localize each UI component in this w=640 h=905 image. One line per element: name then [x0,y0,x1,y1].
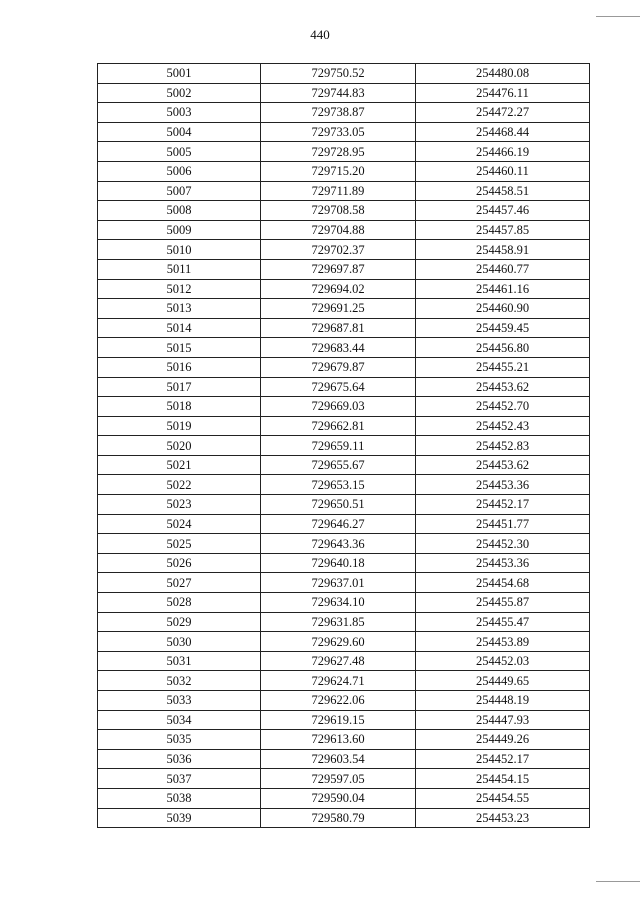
x-coordinate-cell: 729697.87 [261,259,416,279]
point-number-cell: 5038 [98,788,261,808]
table-row [98,416,590,436]
y-coordinate-cell: 254460.11 [416,161,590,181]
point-number-cell: 5039 [98,808,261,828]
y-coordinate-cell: 254453.62 [416,455,590,475]
y-coordinate-cell: 254455.87 [416,593,590,613]
point-number-cell: 5033 [98,691,261,711]
point-number-cell: 5021 [98,455,261,475]
y-coordinate-cell: 254453.62 [416,377,590,397]
y-coordinate-cell: 254468.44 [416,122,590,142]
x-coordinate-cell: 729728.95 [261,142,416,162]
point-number-cell: 5005 [98,142,261,162]
table-row [98,181,590,201]
y-coordinate-cell: 254480.08 [416,64,590,84]
point-number-cell: 5011 [98,259,261,279]
table-body [98,64,590,828]
table-row [98,240,590,260]
y-coordinate-cell: 254454.15 [416,769,590,789]
y-coordinate-cell: 254454.68 [416,573,590,593]
table-row [98,573,590,593]
x-coordinate-cell: 729619.15 [261,710,416,730]
point-number-cell: 5015 [98,338,261,358]
y-coordinate-cell: 254457.46 [416,201,590,221]
point-number-cell: 5035 [98,730,261,750]
table-row [98,593,590,613]
y-coordinate-cell: 254447.93 [416,710,590,730]
x-coordinate-cell: 729659.11 [261,436,416,456]
table-row [98,691,590,711]
x-coordinate-cell: 729580.79 [261,808,416,828]
y-coordinate-cell: 254457.85 [416,220,590,240]
y-coordinate-cell: 254460.90 [416,299,590,319]
x-coordinate-cell: 729669.03 [261,397,416,417]
y-coordinate-cell: 254452.83 [416,436,590,456]
point-number-cell: 5029 [98,612,261,632]
y-coordinate-cell: 254453.23 [416,808,590,828]
point-number-cell: 5009 [98,220,261,240]
x-coordinate-cell: 729650.51 [261,495,416,515]
x-coordinate-cell: 729715.20 [261,161,416,181]
edge-mark-bottom [596,881,640,882]
point-number-cell: 5037 [98,769,261,789]
point-number-cell: 5036 [98,749,261,769]
table-row [98,201,590,221]
table-row [98,103,590,123]
y-coordinate-cell: 254461.16 [416,279,590,299]
table-row [98,436,590,456]
table-row [98,279,590,299]
x-coordinate-cell: 729643.36 [261,534,416,554]
x-coordinate-cell: 729733.05 [261,122,416,142]
table-row [98,553,590,573]
y-coordinate-cell: 254452.17 [416,495,590,515]
x-coordinate-cell: 729646.27 [261,514,416,534]
point-number-cell: 5012 [98,279,261,299]
point-number-cell: 5027 [98,573,261,593]
x-coordinate-cell: 729624.71 [261,671,416,691]
point-number-cell: 5007 [98,181,261,201]
point-number-cell: 5031 [98,651,261,671]
x-coordinate-cell: 729750.52 [261,64,416,84]
y-coordinate-cell: 254466.19 [416,142,590,162]
y-coordinate-cell: 254452.17 [416,749,590,769]
table-row [98,318,590,338]
x-coordinate-cell: 729590.04 [261,788,416,808]
table-row [98,338,590,358]
x-coordinate-cell: 729687.81 [261,318,416,338]
table-row [98,299,590,319]
x-coordinate-cell: 729694.02 [261,279,416,299]
table-row [98,357,590,377]
x-coordinate-cell: 729708.58 [261,201,416,221]
point-number-cell: 5002 [98,83,261,103]
table-row [98,514,590,534]
coordinates-table [97,63,590,828]
x-coordinate-cell: 729653.15 [261,475,416,495]
point-number-cell: 5001 [98,64,261,84]
x-coordinate-cell: 729631.85 [261,612,416,632]
point-number-cell: 5026 [98,553,261,573]
table-row [98,612,590,632]
table-row [98,495,590,515]
point-number-cell: 5013 [98,299,261,319]
point-number-cell: 5032 [98,671,261,691]
x-coordinate-cell: 729629.60 [261,632,416,652]
point-number-cell: 5018 [98,397,261,417]
y-coordinate-cell: 254476.11 [416,83,590,103]
y-coordinate-cell: 254452.43 [416,416,590,436]
table-row [98,64,590,84]
x-coordinate-cell: 729711.89 [261,181,416,201]
y-coordinate-cell: 254452.30 [416,534,590,554]
page-number: 440 [310,27,330,42]
table-row [98,808,590,828]
table-row [98,142,590,162]
y-coordinate-cell: 254453.89 [416,632,590,652]
point-number-cell: 5008 [98,201,261,221]
x-coordinate-cell: 729702.37 [261,240,416,260]
table-row [98,259,590,279]
x-coordinate-cell: 729679.87 [261,357,416,377]
point-number-cell: 5025 [98,534,261,554]
table-row [98,671,590,691]
table-row [98,475,590,495]
y-coordinate-cell: 254472.27 [416,103,590,123]
point-number-cell: 5028 [98,593,261,613]
table-row [98,788,590,808]
point-number-cell: 5020 [98,436,261,456]
x-coordinate-cell: 729603.54 [261,749,416,769]
y-coordinate-cell: 254459.45 [416,318,590,338]
x-coordinate-cell: 729597.05 [261,769,416,789]
table-row [98,455,590,475]
point-number-cell: 5014 [98,318,261,338]
table-row [98,83,590,103]
y-coordinate-cell: 254453.36 [416,553,590,573]
x-coordinate-cell: 729683.44 [261,338,416,358]
table-row [98,397,590,417]
y-coordinate-cell: 254452.70 [416,397,590,417]
point-number-cell: 5030 [98,632,261,652]
x-coordinate-cell: 729613.60 [261,730,416,750]
point-number-cell: 5004 [98,122,261,142]
point-number-cell: 5003 [98,103,261,123]
point-number-cell: 5019 [98,416,261,436]
point-number-cell: 5023 [98,495,261,515]
y-coordinate-cell: 254455.47 [416,612,590,632]
table-row [98,730,590,750]
x-coordinate-cell: 729634.10 [261,593,416,613]
y-coordinate-cell: 254448.19 [416,691,590,711]
y-coordinate-cell: 254460.77 [416,259,590,279]
table-row [98,710,590,730]
point-number-cell: 5022 [98,475,261,495]
y-coordinate-cell: 254458.51 [416,181,590,201]
table-row [98,161,590,181]
x-coordinate-cell: 729744.83 [261,83,416,103]
y-coordinate-cell: 254454.55 [416,788,590,808]
point-number-cell: 5010 [98,240,261,260]
y-coordinate-cell: 254449.26 [416,730,590,750]
x-coordinate-cell: 729622.06 [261,691,416,711]
table-row [98,651,590,671]
y-coordinate-cell: 254449.65 [416,671,590,691]
table-row [98,122,590,142]
x-coordinate-cell: 729655.67 [261,455,416,475]
table-row [98,632,590,652]
x-coordinate-cell: 729662.81 [261,416,416,436]
table-row [98,769,590,789]
y-coordinate-cell: 254453.36 [416,475,590,495]
point-number-cell: 5017 [98,377,261,397]
y-coordinate-cell: 254456.80 [416,338,590,358]
table-row [98,377,590,397]
table-row [98,749,590,769]
y-coordinate-cell: 254455.21 [416,357,590,377]
x-coordinate-cell: 729627.48 [261,651,416,671]
x-coordinate-cell: 729640.18 [261,553,416,573]
y-coordinate-cell: 254451.77 [416,514,590,534]
y-coordinate-cell: 254452.03 [416,651,590,671]
table-row [98,220,590,240]
x-coordinate-cell: 729691.25 [261,299,416,319]
table-row [98,534,590,554]
edge-mark-top [596,16,640,17]
point-number-cell: 5006 [98,161,261,181]
x-coordinate-cell: 729637.01 [261,573,416,593]
x-coordinate-cell: 729675.64 [261,377,416,397]
x-coordinate-cell: 729738.87 [261,103,416,123]
y-coordinate-cell: 254458.91 [416,240,590,260]
point-number-cell: 5016 [98,357,261,377]
point-number-cell: 5034 [98,710,261,730]
point-number-cell: 5024 [98,514,261,534]
x-coordinate-cell: 729704.88 [261,220,416,240]
